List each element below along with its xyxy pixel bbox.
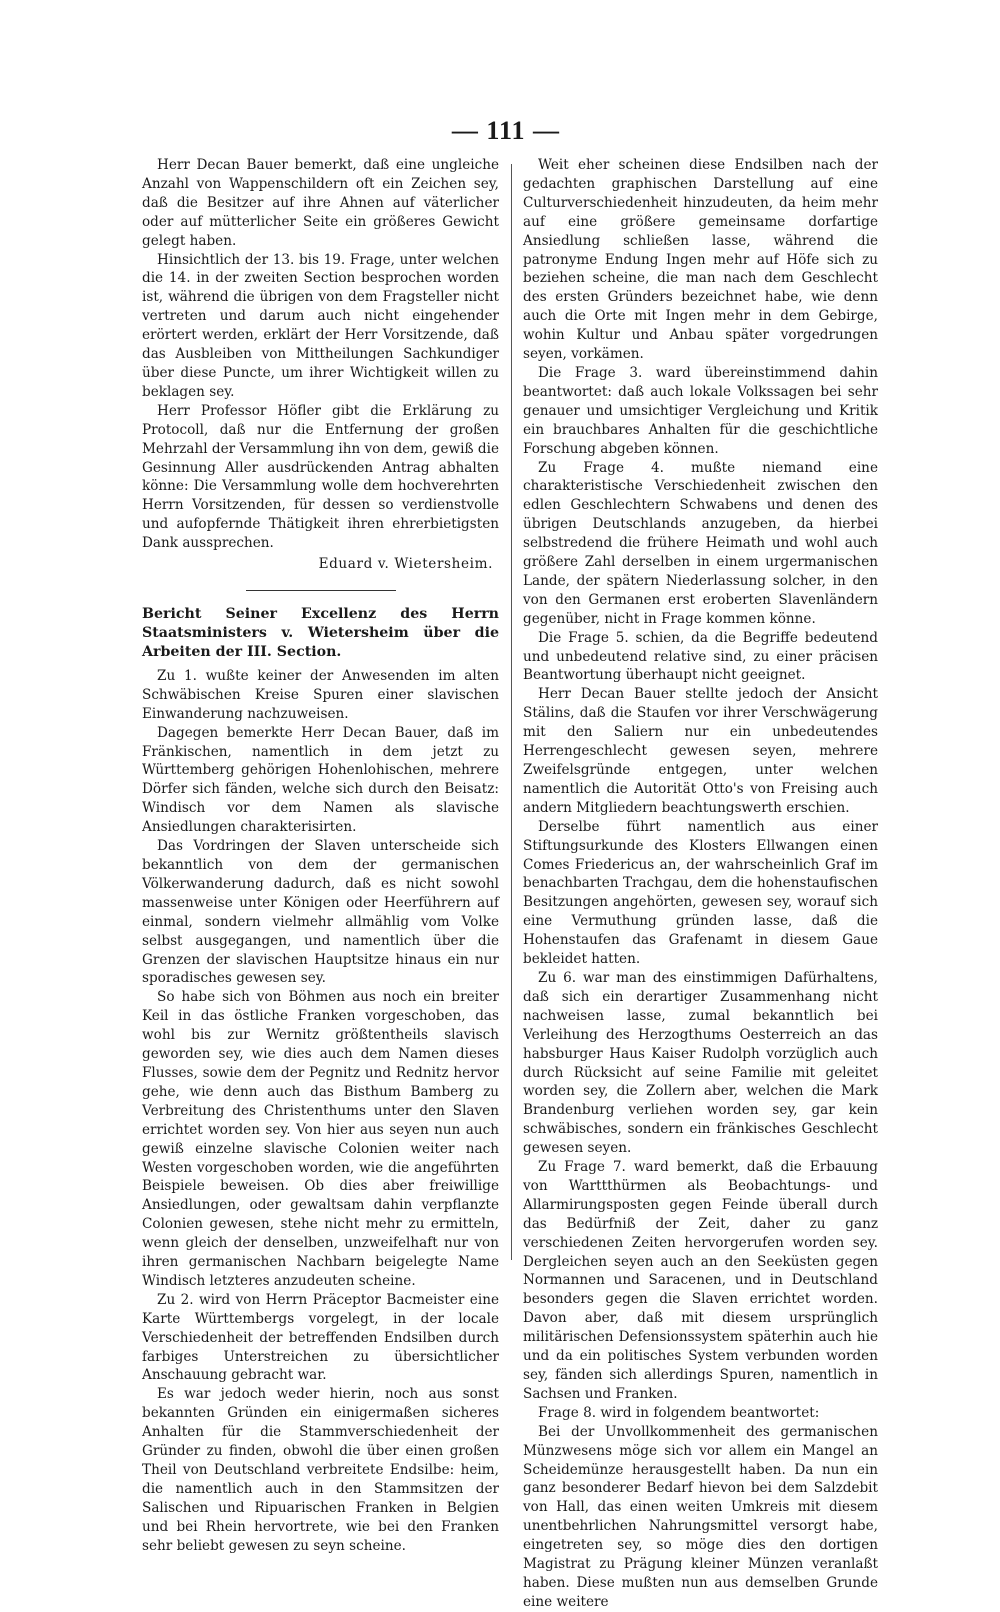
paragraph: Dagegen bemerkte Herr Decan Bauer, daß im Fränkischen, namentlich in dem jetzt zu Württemberg gehörigen Hohenlohischen, mehrere Dörfer sich fänden, welche sich durch den Beisatz: Windisch vor dem Namen als slavische Ansiedlungen charakterisirten. bbox=[142, 724, 499, 836]
paragraph: Herr Professor Höfler gibt die Erklärung zu Protocoll, daß nur die Entfernung der großen Mehrzahl der Versammlung ihn von dem, gewiß die Gesinnung Aller ausdrückenden Antrag abhalten könne: Die Versammlung wolle dem hochverehrten Herrn Vorsitzenden, für dessen so verdienstvolle und aufopfernde Thätigkeit ihren ehrerbietigsten Dank aussprechen. bbox=[142, 402, 499, 552]
section-heading: Bericht Seiner Excellenz des Herrn Staatsministers v. Wietersheim über die Arbeiten der III. Section. bbox=[142, 605, 499, 660]
paragraph: Bei der Unvollkommenheit des germanischen Münzwesens möge sich vor allem ein Mangel an Scheidemünze herausgestellt haben. Da nun ein ganz besonderer Bedarf hievon bei dem Salzdebit von Hall, das einen weiten Umkreis mit diesem unentbehrlichen Nahrungsmittel versorgt habe, eingetreten sey, so möge dies den dortigen Magistrat zu Prägung kleiner Münzen veranlaßt haben. Diese mußten nun aus demselben Grunde eine weitere bbox=[523, 1423, 878, 1610]
paragraph: Frage 8. wird in folgendem beantwortet: bbox=[538, 1404, 820, 1421]
column-divider bbox=[511, 164, 512, 1260]
paragraph: Hinsichtlich der 13. bis 19. Frage, unter welchen die 14. in der zweiten Section besprochen worden ist, während die übrigen von dem Fragsteller nicht vertreten und darum auch nicht eingehender erörtert werden, erklärt der Herr Vorsitzende, daß das Ausbleiben von Mittheilungen Sachkundiger über diese Puncte, um ihrer Wichtigkeit willen zu beklagen sey. bbox=[142, 251, 499, 400]
paragraph: Weit eher scheinen diese Endsilben nach der gedachten graphischen Darstellung auf eine Culturverschiedenheit hinzudeuten, da heim mehr auf eine größere gemeinsame dorfartige Ansiedlung schließen lasse, während die patronyme Endung Ingen mehr auf Höfe sich zu beziehen scheine, die man nach dem Geschlecht des ersten Gründers bezeichnet habe, wie denn auch die Orte mit Ingen mehr in dem Gebirge, wohin Kultur und Anbau später vorgedrungen seyen, vorkämen. bbox=[523, 157, 878, 363]
paragraph: Derselbe führt namentlich aus einer Stiftungsurkunde des Klosters Ellwangen einen Comes Friedericus an, der wahrscheinlich Graf im benachbarten Trachgau, dem die hohenstaufischen Besitzungen angehörten, gewesen sey, worauf sich eine Vermuthung gründen lasse, daß die Hohenstaufen das Grafenamt in diesem Gaue bekleidet hatten. bbox=[523, 818, 878, 968]
paragraph: So habe sich von Böhmen aus noch ein breiter Keil in das östliche Franken vorgeschoben, das wohl bis zur Wernitz größtentheils slavisch geworden sey, wie dies auch dem Namen dieses Flusses, sowie dem der Pegnitz und Rednitz hervor gehe, wie denn auch das Bisthum Bamberg zu Verbreitung des Christenthums unter den Slaven errichtet worden sey. Von hier aus seyen nun auch gewiß einzelne slavische Colonien weiter nach Westen vorgeschoben worden, wie die angeführten Beispiele beweisen. Ob dies aber freiwillige Ansiedlungen, oder gewaltsam dahin verpflanzte Colonien gewesen, stehe nicht mehr zu ermitteln, wenn gleich der denselben, unzweifelhaft nur von ihren germanischen Nachbarn beigelegte Name Windisch letzteres anzudeuten scheine. bbox=[142, 989, 499, 1289]
paragraph: Zu Frage 7. ward bemerkt, daß die Erbauung von Warttthürmen als Beobachtungs- und Allarmirungsposten gegen Feinde überall durch das Bedürfniß der Zeit, daher zu ganz verschiedenen Zeiten hervorgerufen worden sey. Dergleichen seyen auch an den Seeküsten gegen Normannen und Saracenen, und in Deutschland besonders gegen die Slaven errichtet worden. Davon aber, daß mit diesem ursprünglich militärischen Defensionssystem späterhin auch hie und da ein politisches System verbunden worden sey, fänden sich allerdings Spuren, namentlich in Sachsen und Franken. bbox=[523, 1159, 878, 1402]
left-column bbox=[142, 156, 499, 1556]
paragraph: Zu 2. wird von Herrn Präceptor Bacmeister eine Karte Württembergs vorgelegt, in der locale Verschiedenheit der betreffenden Endsilben durch farbiges Unterstreichen zu übersichtlicher Anschauung gebracht war. bbox=[142, 1291, 499, 1384]
paragraph: Die Frage 3. ward übereinstimmend dahin beantwortet: daß auch lokale Volkssagen bei sehr genauer und umsichtiger Vergleichung und Kritik ein brauchbares Anhalten für die geschichtliche Forschung abgeben können. bbox=[523, 364, 878, 457]
paragraph: Die Frage 5. schien, da die Begriffe bedeutend und unbedeutend relative sind, zu einer präcisen Beantwortung überhaupt nicht geeignet. bbox=[523, 629, 878, 684]
paragraph: Zu 1. wußte keiner der Anwesenden im alten Schwäbischen Kreise Spuren einer slavischen Einwanderung nachzuweisen. bbox=[142, 667, 499, 722]
signature: Eduard v. Wietersheim. bbox=[318, 556, 493, 573]
paragraph: Zu 6. war man des einstimmigen Dafürhaltens, daß sich ein derartiger Zusammenhang nicht nachweisen lasse, zumal bekanntlich bei Verleihung des Herzogthums Oesterreich an das habsburger Haus Kaiser Rudolph vorzüglich auch durch Rücksicht auf seine Familie mit geleitet worden sey, die Zollern aber, welchen die Mark Brandenburg verliehen worden sey, gar kein schwäbisches, sondern ein fränkisches Geschlecht gewesen seyen. bbox=[523, 969, 878, 1157]
section-divider bbox=[246, 590, 396, 591]
paragraph: Zu Frage 4. mußte niemand eine charakteristische Verschiedenheit zwischen den edlen Geschlechtern Schwabens und denen des übrigen Deutschlands anzugeben, da hierbei selbstredend die frühere Heimath und wohl auch größere Zahl derselben in einem urgermanischen Lande, der spätern Niederlassung solcher, in den von den Germanen erst eroberten Slavenländern gegenüber, nicht in Frage kommen könne. bbox=[523, 459, 878, 627]
paragraph: Herr Decan Bauer stellte jedoch der Ansicht Stälins, daß die Staufen vor ihrer Verschwägerung mit den Saliern nur ein unbedeutendes Herrengeschlecht gewesen seyen, mehrere Zweifelsgründe entgegen, unter welchen namentlich die Autorität Otto's von Freising auch andern Mitgliedern beachtungswerth erschien. bbox=[523, 686, 878, 816]
right-column bbox=[523, 156, 878, 1612]
paragraph: Es war jedoch weder hierin, noch aus sonst bekannten Gründen ein einigermaßen sicheres Anhalten für die Stammverschiedenheit der Gründer zu finden, obwohl die über einen großen Theil von Deutschland verbreitete Endsilbe: heim, die namentlich auch in den Stammsitzen der Salischen und Ripuarischen Franken in Belgien und bei Rhein hervortrete, wie bei den Franken sehr beliebt gewesen zu seyn scheine. bbox=[142, 1386, 499, 1554]
page-number: — 111 — bbox=[451, 116, 561, 145]
paragraph: Herr Decan Bauer bemerkt, daß eine ungleiche Anzahl von Wappenschildern oft ein Zeichen sey, daß die Besitzer auf ihre Ahnen auf väterlicher oder auf mütterlicher Seite ein größeres Gewicht gelegt haben. bbox=[142, 157, 499, 249]
paragraph: Das Vordringen der Slaven unterscheide sich bekanntlich von dem der germanischen Völkerwanderung dadurch, daß es nicht sowohl massenweise unter Königen oder Heerführern auf einmal, sondern vielmehr allmählig vom Volke selbst ausgegangen, und namentlich über die Grenzen der slavischen Hauptsitze hinaus ein nur sporadisches gewesen sey. bbox=[142, 838, 499, 987]
